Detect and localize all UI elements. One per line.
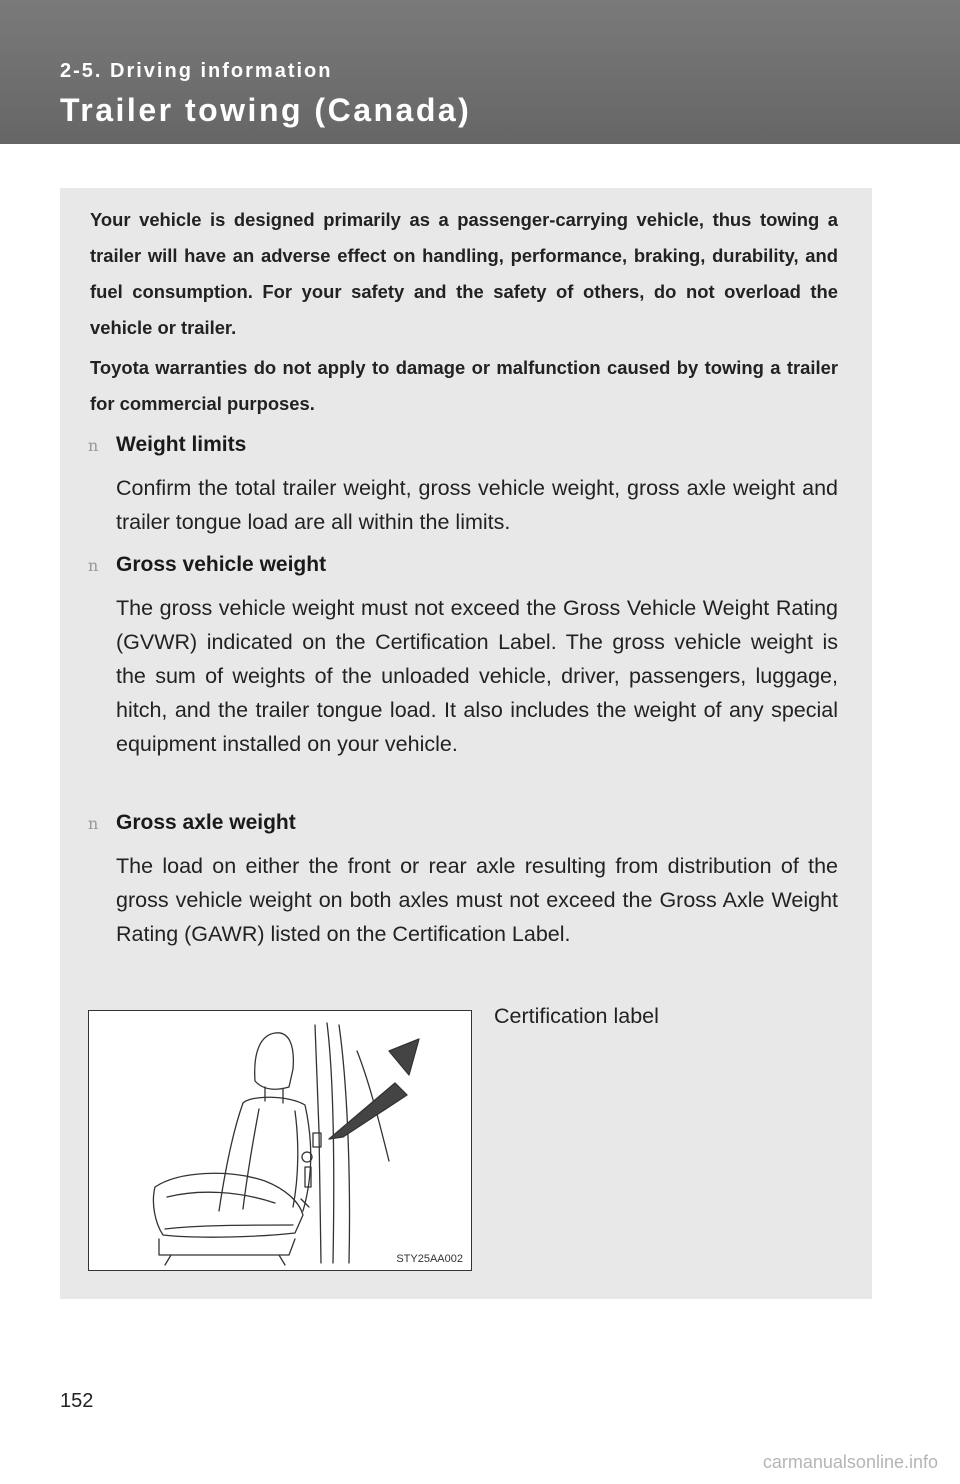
figure-caption: Certification label	[494, 1004, 659, 1028]
weight-limits-text: Confirm the total trailer weight, gross vehicle weight, gross axle weight and trailer tongue load are all within the limits.	[116, 476, 838, 534]
warranty-paragraph: Toyota warranties do not apply to damage or malfunction caused by towing a trailer for commercial purposes.	[90, 357, 838, 414]
section-title: Gross vehicle weight	[116, 553, 327, 576]
gross-axle-weight-text: The load on either the front or rear axle resulting from distribution of the gross vehicle weight on both axles must not exceed the Gross Axle Weight Rating (GAWR) listed on the Certification Label.	[116, 854, 838, 946]
section-title: Gross axle weight	[116, 811, 296, 834]
watermark: carmanualsonline.info	[762, 1452, 938, 1472]
page-number: 152	[60, 1390, 94, 1412]
section-title: Weight limits	[116, 433, 247, 456]
section-label: 2-5. Driving information	[60, 60, 333, 82]
bullet-icon: n	[88, 435, 99, 455]
section-heading-gross-axle-weight	[88, 811, 296, 841]
page-title: Trailer towing (Canada)	[60, 92, 472, 128]
figure-code: STY25AA002	[396, 1253, 463, 1265]
gross-vehicle-weight-text: The gross vehicle weight must not exceed the Gross Vehicle Weight Rating (GVWR) indicated on the Certification Label. The gross vehicle weight is the sum of weights of the unloaded vehicle, driver, passengers, luggage, hitch, and the trailer tongue load. It also includes the weight of any special equipment installed on your vehicle.	[116, 596, 838, 756]
section-heading-gross-vehicle-weight	[88, 553, 326, 583]
intro-paragraph: Your vehicle is designed primarily as a passenger-carrying vehicle, thus towing a trailer will have an adverse effect on handling, performance, braking, durability, and fuel consumption. For your safety and the safety of others, do not overload the vehicle or trailer.	[90, 209, 838, 338]
bullet-icon: n	[88, 555, 99, 575]
chapter-header	[0, 0, 960, 144]
bullet-icon: n	[88, 813, 99, 833]
certification-label-illustration	[88, 1010, 472, 1271]
section-heading-weight-limits	[88, 433, 246, 463]
seat-door-drawing	[89, 1011, 471, 1270]
